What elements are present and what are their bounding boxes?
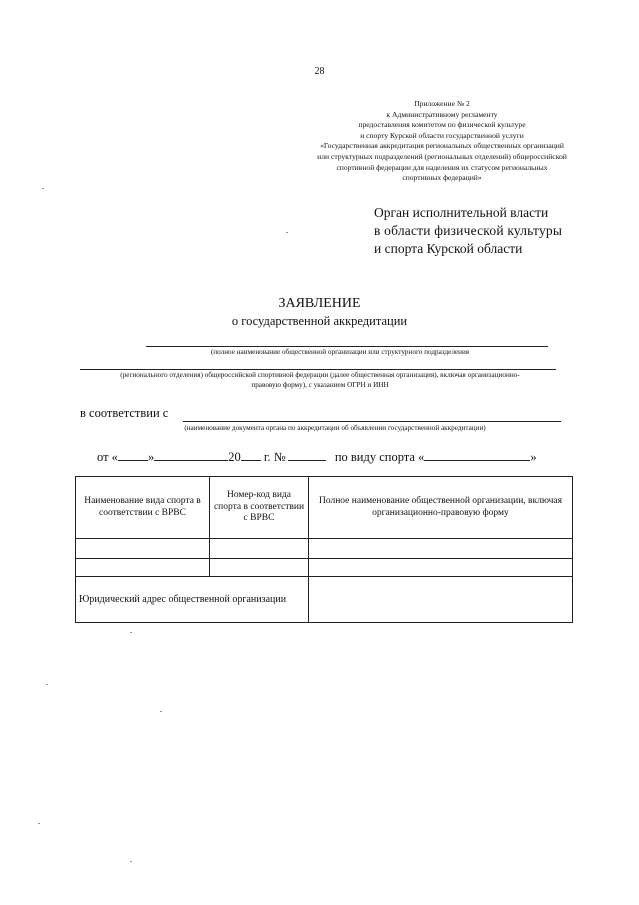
- appendix-line: спортивных федераций»: [402, 173, 482, 183]
- scan-speck: [42, 188, 44, 189]
- org-name-line-2[interactable]: [80, 369, 556, 370]
- appendix-line: Приложение № 2: [414, 99, 470, 108]
- page-number: 28: [314, 66, 325, 77]
- appendix-line: к Административному регламенту: [386, 109, 498, 119]
- legal-address-field[interactable]: [309, 577, 573, 623]
- year-prefix: 20: [228, 450, 241, 464]
- month-field[interactable]: [154, 448, 228, 461]
- addressee-line: и спорта Курской области: [374, 241, 523, 256]
- document-title: ЗАЯВЛЕНИЕ: [278, 296, 361, 311]
- caption-line: (регионального отделения) общероссийской спортивной федерации (далее общественная организация), включая организационно-: [120, 371, 520, 379]
- accordance-label: в соответствии с: [80, 406, 169, 420]
- table-row: [76, 539, 573, 559]
- header-org-name: Полное наименование общественной организации, включая организационно-правовую форму: [309, 477, 573, 539]
- org-name-caption-2: [70, 371, 570, 390]
- scan-speck: [130, 632, 132, 633]
- table-cell[interactable]: [76, 539, 210, 559]
- addressee-block: [374, 204, 594, 258]
- org-name-line-1[interactable]: [146, 346, 548, 347]
- table-cell[interactable]: [76, 559, 210, 577]
- sport-field[interactable]: [424, 448, 530, 461]
- day-field[interactable]: [118, 448, 148, 461]
- appendix-line: или структурных подразделений (региональных отделений) общероссийской: [317, 151, 567, 161]
- header-sport-code: Номер-код вида спорта в соответствии с ВРВС: [210, 477, 309, 539]
- date-number-line: [97, 448, 537, 465]
- scan-speck: [286, 232, 288, 233]
- addressee-line: в области физической культуры: [374, 223, 563, 238]
- scan-speck: [46, 684, 48, 685]
- document-subtitle: о государственной аккредитации: [231, 314, 408, 328]
- appendix-line: и спорту Курской области государственной услуги: [360, 130, 524, 140]
- scan-speck: [130, 861, 132, 862]
- legal-address-label: Юридический адрес общественной организации: [76, 577, 309, 623]
- scan-speck: [38, 823, 40, 824]
- addressee-line: Орган исполнительной власти: [374, 205, 549, 220]
- quote-close: »: [147, 450, 155, 464]
- sports-table: [75, 476, 573, 623]
- table-cell[interactable]: [309, 539, 573, 559]
- number-field[interactable]: [288, 448, 326, 461]
- appendix-line: предоставления комитетом по физической культуре: [358, 120, 526, 130]
- org-name-caption-1: (полное наименование общественной организации или структурного подразделения: [210, 348, 470, 356]
- legal-address-row: [76, 577, 573, 623]
- year-field[interactable]: [241, 448, 261, 461]
- number-label: г. №: [263, 450, 286, 464]
- sport-label: по виду спорта «: [334, 450, 425, 464]
- scan-speck: [160, 711, 162, 712]
- header-sport-name: Наименование вида спорта в соответствии с ВРВС: [76, 477, 210, 539]
- appendix-line: спортивной федерации для наделения их статусом региональных: [336, 162, 548, 172]
- appendix-header: [272, 99, 612, 184]
- table-header-row: [76, 477, 573, 539]
- end-quote: »: [530, 450, 537, 464]
- accordance-caption: (наименование документа органа по аккредитации об объявлении государственной аккредитации): [184, 424, 486, 432]
- accordance-document-line[interactable]: [183, 421, 561, 422]
- table-row: [76, 559, 573, 577]
- table-cell[interactable]: [210, 559, 309, 577]
- table-cell[interactable]: [210, 539, 309, 559]
- date-from-label: от «: [97, 450, 118, 464]
- appendix-line: «Государственная аккредитация региональных общественных организаций: [320, 141, 564, 151]
- caption-line: правовую форму), с указанием ОГРН и ИНН: [251, 380, 389, 389]
- table-cell[interactable]: [309, 559, 573, 577]
